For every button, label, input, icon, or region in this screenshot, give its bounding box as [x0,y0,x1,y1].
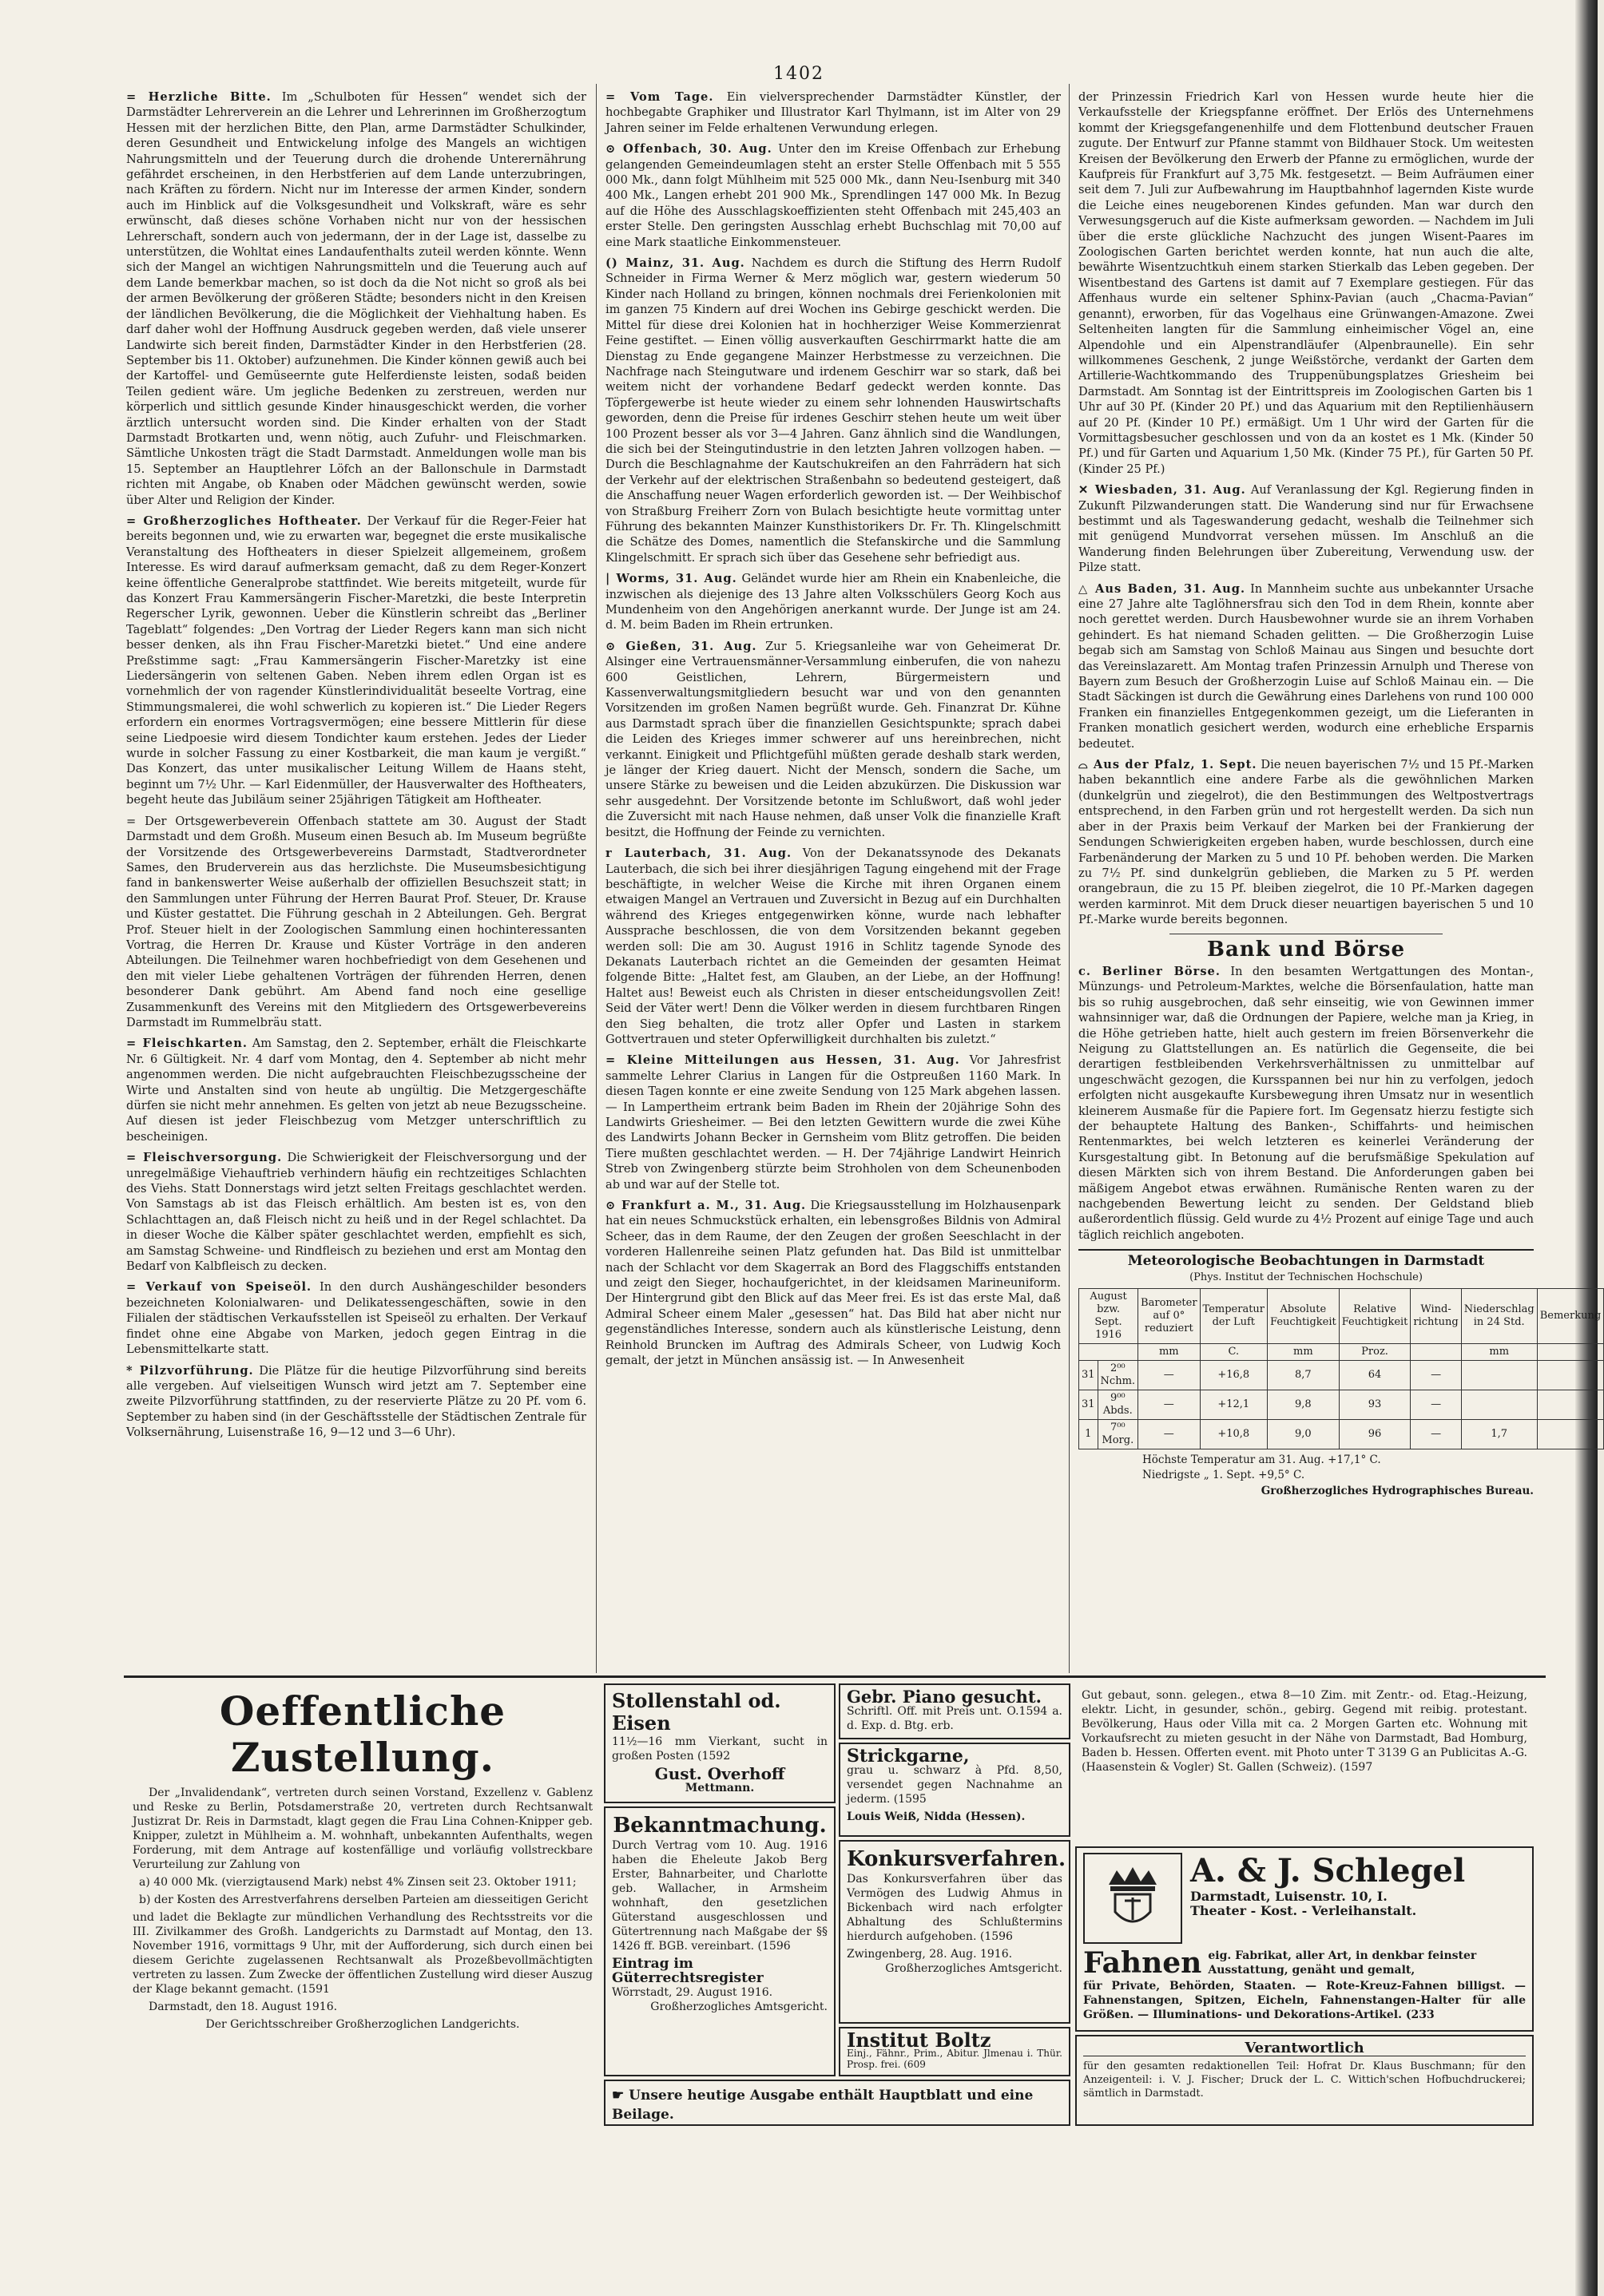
article-heading: ⌓ Aus der Pfalz, 1. Sept. [1078,758,1257,772]
article-heading: △ Aus Baden, 31. Aug. [1078,581,1246,596]
table-cell: 31 [1079,1390,1098,1420]
meteo-subtitle: (Phys. Institut der Technischen Hochschule) [1189,1271,1423,1283]
ad-text: eig. Fabrikat, aller Art, in denkbar feinster Ausstattung, genäht und gemalt, [1208,1949,1477,1977]
article-lauterbach [605,846,1061,1047]
article-heading: = Fleischkarten. [126,1037,248,1051]
table-cell [1537,1420,1603,1449]
article-baden [1078,581,1534,751]
table-header: Bemerkung [1537,1289,1603,1344]
article-speiseoel [126,1279,586,1357]
article-body: Am Samstag, den 2. September, erhält die Fleischkarte Nr. 6 Gültigkeit. Nr. 4 darf vom Montag, den 4. September ab nicht mehr angenommen werden. Die nicht aufgebrauchten Fleischbezugsscheine der Wirte und Anstalten sind von heute ab ungültig. Die Metzgergeschäfte dürfen sie nicht mehr annehmen. Es gelten von jetzt ab neue Bezugsscheine. Auf diesen ist jeder Fleischbezug vom Metzger unterschriftlich zu bescheinigen. [126,1037,586,1144]
ad-text: Der „Invalidendank“, vertreten durch seinen Vorstand, Exzellenz v. Gablenz und Reske zu Berlin, Potsdamerstraße 20, vertreten durch Rechtsanwalt Justizrat Dr. Reis in Darmstadt, klagt gegen die Frau Lina Cohnen-Knipper geb. Knipper, zuletzt in Mühlheim a. M. wohnhaft, unbekannten Aufenthalts, wegen Forderung, mit dem Antrage auf kostenfällige und vorläufig vollstreckbare Verurteilung zur Zahlung von [133,1786,593,1871]
article-heading: c. Berliner Börse. [1078,964,1221,978]
table-header-row [1079,1289,1604,1344]
table-header: August bzw. Sept. 1916 [1079,1289,1138,1344]
ad-strickgarne [839,1743,1070,1837]
table-cell: +12,1 [1200,1390,1267,1420]
meteo-min: Niedrigste „ 1. Sept. +9,5° C. [1142,1469,1305,1482]
table-cell: +16,8 [1200,1361,1267,1390]
divider [1078,1249,1534,1251]
ad-fahnen-row [1083,1947,1526,1979]
table-cell: — [1138,1361,1201,1390]
meteo-bureau: Großherzogliches Hydrographisches Bureau. [1261,1484,1534,1497]
article-offenbach [605,141,1061,250]
article-heading: = Großherzogliches Hoftheater. [126,514,362,528]
section-title-bank-boerse: Bank und Börse [1206,937,1406,962]
article-heading: | Worms, 31. Aug. [605,572,737,586]
ad-text: für den gesamten redaktionellen Teil: Hofrat Dr. Klaus Buschmann; für den Anzeigenteil: i. V. J. Fischer; Druck der L. C. Wittich'schen Hofbuchdruckerei; sämtlich in Darmstadt. [1083,2060,1526,2100]
article-ortsgewerbeverein: = Der Ortsgewerbeverein Offenbach stattete am 30. August der Stadt Darmstadt und dem Großh. Museum einen Besuch ab. Im Museum begrüßte der Vorsitzende des Ortsgewerbevereins Darmstadt, Stadtverordneter Sames, den Bruderverein aus das herzlichste. Die Museumsbesichtigung fand in bankenswerter Weise außerhalb der offiziellen Besuchszeit statt; in den Sammlungen unter Führung der Herren Baurat Prof. Steuer, Dr. Krause und Küster gestattet. Die Führung geschah in 2 Abteilungen. Geh. Bergrat Prof. Steuer hielt in der Zoologischen Sammlung einen hochinteressanten Vortrag, die Herren Dr. Krause und Küster Vorträge in den anderen Abteilungen. Die Teilnehmer waren hochbefriedigt von dem Gesehenen und den mit vieler Liebe gehaltenen Vorträgen der führenden Herren, denen besonderer Dank gebührt. Am Abend fand noch eine gesellige Zusammenkunft des Vereins mit den Mitgliedern des Ortsgewerbevereins Darmstadt im Rummelbräu statt. [126,814,586,1029]
article-heading: = Fleischversorgung. [126,1151,283,1165]
column-1 [126,89,586,1675]
article-heading: * Pilzvorführung. [126,1363,254,1378]
ad-fahnen-word: Fahnen [1083,1946,1202,1980]
table-cell [1461,1390,1537,1420]
article-mainz [605,256,1061,565]
ad-court: Großherzogliches Amtsgericht. [885,1962,1062,1975]
meteo-title: Meteorologische Beobachtungen in Darmstadt [1127,1253,1485,1270]
ad-oeffentliche-zustellung [126,1683,599,2127]
ad-text: und ladet die Beklagte zur mündlichen Verhandlung des Rechtsstreits vor die III. Zivilkammer des Großh. Landgerichts zu Darmstadt auf Montag, den 13. November 1916, vormittags 9 Uhr, mit der Aufforderung, sich durch einen bei diesem Gerichte zugelassenen Rechtsanwalt als Prozeßbevollmächtigten vertreten zu lassen. Zum Zwecke der öffentlichen Zustellung wird dieser Auszug der Klage bekannt gemacht. (1591 [133,1911,593,1996]
ad-beilage-notice [604,2080,1070,2126]
table-cell: 96 [1339,1420,1411,1449]
article-body: In den durch Aushängeschilder besonders bezeichneten Kolonialwaren- und Delikatessengeschäften, sowie in den Filialen der städtischen Verkaufsstellen ist Speiseöl zu erhalten. Der Verkauf findet ohne eine Abgabe von Marken, jedoch gegen Eintrag in die Lebensmittelkarte statt. [126,1280,587,1357]
table-cell: — [1138,1390,1201,1420]
table-unit-row [1079,1344,1604,1361]
article-frankfurt [605,1198,1061,1368]
ad-title: Verantwortlich [1083,2041,1526,2056]
crown-crest-icon [1083,1853,1182,1944]
ad-konkursverfahren [839,1840,1070,2024]
article-body: In den besamten Wertgattungen des Montan-, Münzungs- und Petroleum-Marktes, welche die Börsenfaulation, hatte man bis so ruhig ausgebrochen, daß sehr einseitig, wie von Gewinnen immer wahnsinniger war, daß die Ordnungen der Papiere, welche man ja Krieg, in die Höhe getrieben hatte, hielt auch gestern im freien Börsenverkehr die Neigung zu Glattstellungen an. Es natürlich die Gegenseite, die bei derartigen festbleibenden Verkehrsverhältnissen zu unmittelbar auf ungeschwächt gezogen, die Kursspannen bei nur hin zu verfolgen, jedoch erfolgten nicht ausgekaufte Kursbewegung ihren Umsatz nur in wesentlich kleinerem Ausmaße für die Papiere fort. Im Gegensatz hierzu festigte sich der behauptete Haltung des Banken-, Schiffahrts- und heimischen Rentenmarktes, bei welch letzteren es keinerlei Veränderung der Kursgestaltung gibt. In Betonung auf die berufsmäßige Spekulation auf diesen Märkten sich von ihrem Bestand. Die Anforderungen gaben bei mäßigem Angebot etwas erwähnen. Rumänische Renten waren zu der nachgebenden Bewertung leicht zu senden. Der Geldstand blieb außerordentlich flüssig. Geld wurde zu 4½ Prozent auf einige Tage und auch täglich reichlich angeboten. [1078,964,1535,1242]
table-cell [1537,1344,1603,1361]
table-cell: — [1411,1390,1461,1420]
article-pfalz [1078,757,1534,927]
table-cell: 93 [1339,1390,1411,1420]
article-hoftheater [126,514,586,808]
ad-address: Darmstadt, Luisenstr. 10, I. [1190,1889,1388,1904]
ad-schlegel-titleblock [1190,1853,1526,1944]
article-berliner-boerse [1078,964,1534,1243]
ad-text: 11½—16 mm Vierkant, sucht in großen Posten (1592 [612,1735,828,1763]
table-cell: 8,7 [1268,1361,1340,1390]
article-body: Auf Veranlassung der Kgl. Regierung finden in Zukunft Pilzwanderungen statt. Die Wanderung sind nur für Erwachsene bestimmt und als Tageswanderung gedacht, weshalb die Teilnehmer sich mit genügend Mundvorrat versehen müssen. Im Anschluß an die Wanderung finden Belehrungen über Zubereitung, Verwendung usw. der Pilze statt. [1078,483,1535,575]
ad-title: Institut Boltz [847,2028,991,2052]
table-row [1079,1361,1604,1390]
table-cell: — [1411,1361,1461,1390]
ad-title: Strickgarne, [847,1746,970,1767]
table-cell: mm [1268,1344,1340,1361]
table-header: Absolute Feuchtigkeit [1268,1289,1340,1344]
table-cell [1537,1390,1603,1420]
ad-text: Unsere heutige Ausgabe enthält Hauptblatt und eine Beilage. [612,2088,1034,2123]
page-number: 1402 [773,64,824,84]
article-pilzvorfuehrung [126,1363,586,1441]
table-row [1079,1420,1604,1449]
table-row [1079,1390,1604,1420]
ads-separator [124,1675,1546,1678]
article-body: Der Verkauf für die Reger-Feier hat bereits begonnen und, wie zu erwarten war, begegnet die erste musikalische Veranstaltung des Hoftheaters in dieser Spielzeit allgemeinem, großem Interesse. Es wird darauf aufmerksam gemacht, daß zu dem Reger-Konzert keine öffentliche Generalprobe stattfindet. Wie bereits mitgeteilt, wurde für das Konzert Frau Kammersängerin Fischer-Maretzki, die beste Interpretin Regerscher Lyrik, gewonnen. Ueber die Künstlerin schreibt das „Berliner Tageblatt“ folgendes: „Den Vortrag der Lieder Regers kann man sich nicht besser denken, als ihn Frau Fischer-Maretzki bietet.“ Und eine andere Preßstimme sagt: „Frau Kammersängerin Fischer-Maretzky ist eine Liedersängerin von seltenen Gaben. Neben ihrem edlen Organ ist es vornehmlich der von ragender Künstlerindividualität beseelte Vortrag, eine Stimmungsmalerei, die wohl schwerlich zu kopieren ist.“ Die Lieder Regers erfordern ein enormes Vortragsvermögen; eine bessere Mittlerin für diese seine Liedpoesie wird diesem Tondichter kaum erstehen. Jedes der Lieder wurde in solcher Fassung zu einer Kostbarkeit, die man kaum je vergißt.“ Das Konzert, das unter musikalischer Leitung Willem de Haans steht, beginnt um 7½ Uhr. — Karl Eidenmüller, der Hausverwalter des Hoftheaters, begeht heute das Jubiläum seiner 25jährigen Tätigkeit am Hoftheater. [126,514,587,807]
ad-title: Oeffentliche Zustellung. [219,1687,506,1781]
article-body: In Mannheim suchte aus unbekannter Ursache eine 27 Jahre alte Taglöhnersfrau sich den Tod in dem Rhein, konnte aber noch gerettet werden. Durch Hausbewohner wurde sie an ihrem Vorhaben gehindert. Es hat niemand Schaden gelitten. — Die Großherzogin Luise begab sich am Samstag von Schloß Mainau aus Singen und besuchte dort das Vereinslazarett. Am Montag trafen Prinzessin Arnulph und Therese von Bayern zum Besuch der Großherzogin Luise auf Schloß Mainau ein. — Die Stadt Säckingen ist durch die Gewährung eines Darlehens von rund 100 000 Franken ein finanzielles Entgegenkommen gezeigt, um die Lieferanten in Franken monatlich gesichert werden, wodurch eine erhebliche Ersparnis bedeutet. [1078,581,1535,751]
ad-text: grau u. schwarz à Pfd. 8,50, versendet gegen Nachnahme an jederm. (1595 [847,1764,1062,1806]
table-cell [1411,1344,1461,1361]
table-cell [1537,1361,1603,1390]
article-heading: ⊙ Gießen, 31. Aug. [605,639,757,653]
table-cell: 31 [1079,1361,1098,1390]
article-body: Ein vielversprechender Darmstädter Künstler, der hochbegabte Graphiker und Illustrator Karl Thylmann, ist im Alter von 29 Jahren seiner im Felde erhaltenen Verwundung erlegen. [605,90,1062,135]
article-body: Die Plätze für die heutige Pilzvorführung sind bereits alle vergeben. Auf vielseitigen Wunsch wird jetzt am 7. September eine zweite Pilzvorführung stattfinden, zu der reservierte Plätze zu 20 Pf. vom 6. September zu haben sind (in der Geschäftsstelle der Städtischen Zentrale für Volksernährung, Luisenstraße 16, 9—12 und 3—6 Uhr). [126,1363,586,1440]
ad-institut-boltz [839,2027,1070,2076]
meteo-max: Höchste Temperatur am 31. Aug. +17,1° C. [1142,1453,1381,1467]
ad-schlegel [1075,1846,1534,2032]
column-3 [1078,89,1602,1675]
ad-signature: Der Gerichtsschreiber Großherzoglichen Landgerichts. [205,2018,520,2031]
article-heading: ⊙ Frankfurt a. M., 31. Aug. [605,1199,807,1213]
table-cell: mm [1461,1344,1537,1361]
table-cell [1079,1344,1138,1361]
ad-text: Schriftl. Off. mit Preis unt. O.1594 a. d. Exp. d. Btg. erb. [847,1705,1062,1732]
table-header: Relative Feuchtigkeit [1339,1289,1411,1344]
article-heading: r Lauterbach, 31. Aug. [605,847,792,861]
table-cell [1461,1361,1537,1390]
article-body: Zur 5. Kriegsanleihe war von Geheimerat Dr. Alsinger eine Vertrauensmänner-Versammlung einberufen, die von nahezu 600 Geistlichen, Lehrern, Bürgermeistern und Kassenverwaltungsmitgliedern besucht war und von den genannten Vorsitzenden im großen Namen begrüßt wurde. Geh. Finanzrat Dr. Kühne aus Darmstadt sprach über die finanziellen Gesichtspunkte; sprach dabei die Leiden des Krieges immer schwerer auf uns hereinbrechen, nicht verkannt. Einigkeit und Pflichtgefühl müßten gerade deshalb stark werden, je länger der Krieg dauert. Nicht der Mensch, sondern die Sache, um unsere Stärke zu beweisen und die Leiden abzukürzen. Die Diskussion war sehr ausgedehnt. Der Vorsitzende betonte im Schlußwort, daß wohl jeder die Zuversicht mit nach Hause nehmen, daß unser Volk die finanzielle Kraft besitzt, die Hoffnung der Feinde zu vernichten. [605,639,1062,839]
ad-title: Bekanntmachung. [613,1814,827,1838]
article-body: Geländet wurde hier am Rhein ein Knabenleiche, die inzwischen als diejenige des 13 Jahre alten Volksschülers Georg Koch aus Mundenheim von den Angehörigen anerkannt wurde. Der Junge ist am 24. d. M. beim Baden im Rhein ertrunken. [605,572,1061,632]
table-cell: — [1411,1420,1461,1449]
table-cell: 64 [1339,1361,1411,1390]
ad-court: Großherzogliches Amtsgericht. [650,2001,828,2013]
table-cell: 1 [1079,1420,1098,1449]
article-body: Die neuen bayerischen 7½ und 15 Pf.-Marken haben bekanntlich eine andere Farbe als die gewöhnlichen Marken (dunkelgrün und ziegelrot), die den Bestimmungen des Weltpostvertrags entsprechend, in den Farben grün und rot hergestellt werden. Da sich nun aber in der Praxis beim Verkauf der Marken bei der Frankierung der Sendungen Schwierigkeiten ergeben haben, wurde beschlossen, durch eine Farbenänderung der Marken zu 5 und 10 Pf. behoben werden. Die Marken zu 7½ Pf. sind dunkelgrün geblieben, die Marken zu 5 Pf. werden orangebraun, die zu 15 Pf. bleiben ziegelrot, die 10 Pf.-Marken dagegen werden karminrot. Mit dem Druck dieser neuartigen bayerischen 5 und 10 Pf.-Marke wurde bereits begonnen. [1078,758,1534,927]
ad-stollenstahl [604,1683,836,1803]
pointing-hand-icon: ☛ [612,2088,625,2104]
column-rule [1069,84,1070,1673]
table-cell: 9,0 [1268,1420,1340,1449]
article-body: Unter den im Kreise Offenbach zur Erhebung gelangenden Gemeindeumlagen steht an erster Stelle Offenbach mit 5 555 000 Mk., dann folgt Mühlheim mit 525 000 Mk., dann Neu-Isenburg mit 340 400 Mk., Langen erhebt 201 900 Mk., Sprendlingen 147 000 Mk. In Bezug auf die Höhe des Ausschlagskoeffizienten steht Offenbach mit 245,403 an erster Stelle. Den geringsten Ausschlag erhebt Buchschlag mit 70,00 auf eine Mark staatliche Einkommensteuer. [605,142,1062,249]
article-heading: ✕ Wiesbaden, 31. Aug. [1078,483,1246,498]
article-heading: ⊙ Offenbach, 30. Aug. [605,142,772,157]
ad-list-item: b) der Kosten des Arrestverfahrens derselben Parteien am diesseitigen Gericht [139,1894,589,1906]
article-body: Von der Dekanatssynode des Dekanats Lauterbach, die sich bei ihrer diesjährigen Tagung eingehend mit der Frage beschäftigte, in welcher Weise die Kirche mit ihren Organen einem etwaigen Mangel an Vertrauen und Zuversicht in Bezug auf ein Durchhalten während des Krieges entgegenwirken könne, wurde nach lebhafter Aussprache beschlossen, die von dem Vorsitzenden bekannt gegeben werden soll: Die am 30. August 1916 in Schlitz tagende Synode des Dekanats Lauterbach richtet an die Gemeinden der gesamten Heimat folgende Bitte: „Haltet fest, am Glauben, an der Liebe, an der Hoffnung! Haltet aus! Beweist euch als Christen in dieser entscheidungsvollen Zeit! Seid der Väter wert! Denn die Völker werden in diesem furchtbaren Ringen den Sieg behalten, die trotz aller Opfer und Lasten in starkem Gottvertrauen und steter Opferwilligkeit durchhalten bis zuletzt.“ [605,847,1061,1046]
ad-title: Stollenstahl od. Eisen [612,1689,781,1735]
column-2 [605,89,1061,1675]
table-cell: 1,7 [1461,1420,1537,1449]
article-body: Vor Jahresfrist sammelte Lehrer Clarius in Langen für die Ostpreußen 1160 Mark. In diesen Tagen konnte er eine zweite Sendung von 125 Mark abgehen lassen. — In Lampertheim ertrank beim Baden im Rhein der 20jährige Sohn des Landwirts Griesheimer. — Bei den letzten Gewittern wurde die zwei Kühe des Landwirts Johann Becker in Gernsheim vom Blitz getroffen. Die beiden Tiere mußten geschlachtet werden. — H. Der 74jährige Landwirt Heinrich Streb von Zwingenberg stürzte beim Strohholen von dem Scheunenboden ab und war auf der Stelle tot. [605,1053,1061,1192]
ad-bekanntmachung [604,1806,836,2076]
table-cell: 7⁰⁰ Morg. [1098,1420,1138,1449]
ad-place: Wörrstadt, 29. August 1916. [612,1986,773,1999]
ad-firm: Louis Weiß, Nidda (Hessen). [847,1810,1026,1823]
ad-date: Darmstadt, den 18. August 1916. [149,2001,338,2013]
table-cell: 9⁰⁰ Abds. [1098,1390,1138,1420]
ad-footer: Eintrag im Güterrechtsregister [612,1956,764,1986]
table-cell: — [1138,1420,1201,1449]
table-cell: 9,8 [1268,1390,1340,1420]
table-cell: Proz. [1339,1344,1411,1361]
ad-text: Gut gebaut, sonn. gelegen., etwa 8—10 Zim. mit Zentr.- od. Etag.-Heizung, elektr. Licht, in gesunder, schön., gebirg. Gegend mit reibig. protestant. Bevölkerung, Haus oder Villa mit ca. 2 Morgen Garten etc. Wohnung mit Vorkaufsrecht zu mieten gesucht in der Nähe von Darmstadt, Bad Homburg, Baden b. Hessen. Offerten event. mit Photo unter T 3139 G an Publicitas A.-G. (Haasenstein & Vogler) St. Gallen (Schweiz). (1597 [1082,1689,1527,1774]
article-heading: = Vom Tage. [605,90,714,104]
ad-place: Zwingenberg, 28. Aug. 1916. [847,1948,1013,1961]
article-body: Die Kriegsausstellung im Holzhausenpark hat ein neues Schmuckstück erhalten, ein lebensgroßes Bildnis von Admiral Scheer, das in dem Raume, der den Zeugen der großen Seeschlacht in der vorderen Hallenreihe seinen Platz gefunden hat. Das Bild ist unmittelbar nach der Schlacht vor dem Skagerrak an Bord des Flaggschiffs entstanden und zeigt den Sieger, hochaufgerichtet, in der kleidsamen Marineuniform. Der Hintergrund gibt den Blick auf das Meer frei. Es ist das erste Mal, daß Admiral Scheer einem Maler „gesessen“ hat. Das Bild hat aber nicht nur gegenständliches Interesse, sondern auch als künstlerische Leistung, denn Reinhold Bruncken im Auftrag des Admirals Scheer, von Ludwig Koch gemalt, der jetzt in München ansässig ist. — In Anwesenheit [605,1199,1061,1368]
table-cell: C. [1200,1344,1267,1361]
ad-landhaus-gesucht [1075,1683,1534,1843]
article-heading: () Mainz, 31. Aug. [605,256,745,271]
article-fleischversorgung [126,1150,586,1274]
article-body: Nachdem es durch die Stiftung des Herrn Rudolf Schneider in Firma Werner & Merz möglich war, gestern wiederum 50 Kinder nach Holland zu bringen, können nochmals drei Ferienkolonien mit im ganzen 75 Kindern auf drei Wochen ins Gebirge geschickt werden. Die Mittel für diese drei Kolonien hat in hochherziger Weise Kommerzienrat Feine gestiftet. — Einen völlig ausverkauften Geschirrmarkt hatte die am Dienstag zu Ende gegangene Mainzer Herbstmesse zu verzeichnen. Die Nachfrage nach Steingutware und irdenem Geschirr war so stark, daß bei weitem nicht der vorhandene Bedarf gedeckt werden konnte. Das Töpfergewerbe ist heute wieder zu einem sehr lohnenden Hauswirtschafts geworden, denn die Preise für irdenes Geschirr stehen heute um weit über 100 Prozent besser als vor 3—4 Jahren. Ganz ähnlich sind die Wandlungen, die sich bei der Steingutindustrie in den letzten Jahren vollzogen haben. — Durch die Beschlagnahme der Kautschukreifen an den Fahrrädern hat sich der Verkehr auf der elektrischen Straßenbahn so bedeutend gesteigert, daß die Anschaffung neuer Wagen erforderlich geworden ist. — Der Weihbischof von Straßburg Freiherr Zorn von Bulach besichtigte heute vormittag unter Führung des bekannten Mainzer Kunsthistorikers Dr. Fr. Th. Klingelschmitt die Schätze des Domes, namentlich die Stefanskirche und die Sammlung Klingelschmitt. Er sprach sich über das Gesehene sehr befriedigt aus. [605,256,1061,565]
article-giessen [605,639,1061,840]
article-heading: = Verkauf von Speiseöl. [126,1280,312,1295]
ad-city: Mettmann. [685,1782,755,1794]
ad-schlegel-header [1083,1853,1526,1944]
article-heading: = Herzliche Bitte. [126,90,272,104]
ad-list-item: a) 40 000 Mk. (vierzigtausend Mark) nebst 4% Zinsen seit 23. Oktober 1911; [139,1876,577,1889]
column-rule [596,84,597,1673]
ad-text: für Private, Behörden, Staaten. — Rote-Kreuz-Fahnen billigst. — Fahnenstangen, Spitzen, Eicheln, Fahnenstangen-Halter für alle Größen. — Illuminations- und Dekorations-Artikel. (233 [1083,1980,1526,2021]
article-kleine-mitteilungen [605,1053,1061,1192]
table-header: Wind-richtung [1411,1289,1461,1344]
table-header: Temperatur der Luft [1200,1289,1267,1344]
article-frankfurt-cont: der Prinzessin Friedrich Karl von Hessen wurde heute hier die Verkaufsstelle der Kriegspfanne eröffnet. Der Erlös des Unternehmens kommt der Kriegsgefangenenhilfe und dem Flottenbund deutscher Frauen zugute. Der Entwurf zur Pfanne stammt von Bildhauer Stock. Um weitesten Kreisen der Bevölkerung den Erwerb der Pfanne zu ermöglichen, wurde der Kaufpreis für Frankfurt auf 3,75 Mk. festgesetzt. — Beim Aufräumen einer seit dem 7. Juli zur Aufbewahrung im Hauptbahnhof lagernden Kiste wurde die Leiche eines neugeborenen Kindes gefunden. Man war durch den Verwesungsgeruch auf die Kiste aufmerksam geworden. — Nachdem im Juli über die erste glückliche Nachzucht des jungen Wisent-Paares im Zoologischen Garten berichtet werden konnte, hat nun auch die alte, bewährte Wisentzuchtkuh einem starken Stierkalb das Leben gegeben. Der Wisentbestand des Gartens ist damit auf 7 Exemplare gestiegen. Für das Affenhaus wurde ein seltener Sphinx-Pavian (auch „Chacma-Pavian“ genannt), erworben, für das Vogelhaus eine Grünwangen-Amazone. Zwei Seltenheiten langten für die Sammlung einheimischer Vögel an, eine Alpendohle und ein Alpenstrandläufer (Alpenbraunelle). Ein sehr willkommenes Geschenk, 2 junge Weißstörche, verdankt der Garten dem Artillerie-Wachtkommando des Truppenübungsplatzes Griesheim bei Darmstadt. Am Sonntag ist der Eintrittspreis im Zoologischen Garten bis 1 Uhr auf 30 Pf. (Kinder 20 Pf.) und das Aquarium mit den Reptilienhäusern auf 20 Pf. (Kinder 10 Pf.) ermäßigt. Um 1 Uhr wird der Garten für die Vormittagsbesucher geschlossen und von da an kostet es 1 Mk. (Kinder 50 Pf.) und für Garten und Aquarium 1,50 Mk. (Kinder 75 Pf.), für Garten 50 Pf. (Kinder 25 Pf.) [1078,90,1534,476]
ad-text: Durch Vertrag vom 10. Aug. 1916 haben die Eheleute Jakob Berg Erster, Bahnarbeiter, und Charlotte geb. Wallacher, in Armsheim wohnhaft, den gesetzlichen Güterstand ausgeschlossen und Gütertrennung nach Maßgabe der §§ 1426 ff. BGB. vereinbart. (1596 [612,1839,828,1953]
ad-piano [839,1683,1070,1739]
table-cell: mm [1138,1344,1201,1361]
ad-line: Theater - Kost. - Verleihanstalt. [1190,1903,1417,1918]
table-cell: +10,8 [1200,1420,1267,1449]
ad-firm: Gust. Overhoff [654,1764,785,1783]
table-cell: 2⁰⁰ Nchm. [1098,1361,1138,1390]
ad-title: Gebr. Piano gesucht. [847,1687,1042,1707]
article-vom-tage [605,89,1061,136]
article-heading: = Kleine Mitteilungen aus Hessen, 31. Aug. [605,1053,960,1068]
article-herzliche-bitte [126,89,586,508]
ad-text: Einj., Fähnr., Prim., Abitur. Jlmenau i. Thür. Prosp. frei. (609 [847,2048,1062,2070]
article-body: Im „Schulboten für Hessen“ wendet sich der Darmstädter Lehrerverein an die Lehrer und Lehrerinnen im Großherzogtum Hessen mit der herzlichen Bitte, den Plan, arme Darmstädter Schulkinder, deren Gesundheit und Entwickelung infolge des Mangels an wichtigen Nahrungsmitteln und der Teuerung durch die drohende Unterernährung gefährdet erscheinen, in den Herbstferien auf dem Lande unterzubringen, nach Kräften zu fördern. Nicht nur im Interesse der armen Kinder, sondern auch im Hinblick auf die Volksgesundheit und Volkskraft, wäre es sehr erwünscht, daß dieses schöne Vorhaben nicht nur von der hessischen Lehrerschaft, sondern auch von jedermann, der in der Lage ist, dasselbe zu unterstützen, die Wohltat eines Landaufenthalts zuteil werden könnte. Wenn sich der Mangel an wichtigen Nahrungsmitteln und die Teuerung auch auf dem Lande bemerkbar machen, so ist doch da die Not nicht so groß als bei der armen Bevölkerung der größeren Städte; besonders nicht in den Kreisen der ländlichen Bevölkerung, die die Möglichkeit der Viehhaltung haben. Es darf daher wohl der Hoffnung Ausdruck gegeben werden, daß viele unserer Landwirte sich bereit finden, Darmstädter Kinder in den Herbstferien (28. September bis 11. Oktober) aufzunehmen. Die Kinder können gewiß auch bei der Kartoffel- und Gemüseernte gute Helferdienste leisten, sodaß beiden Teilen gedient wäre. Um jegliche Bedenken zu zerstreuen, werden nur körperlich und sittlich gesunde Kinder hinausgeschickt werden, die vorher ärztlich untersucht worden sind. Die Kinder erhalten von der Stadt Darmstadt Brotkarten und, wenn nötig, auch Zufuhr- und Fleischmarken. Sämtliche Unkosten trägt die Stadt Darmstadt. Anmeldungen wolle man bis 15. September an Hauptlehrer Löfch an der Ballonschule in Darmstadt richten mit Angabe, ob Knaben oder Mädchen gewünscht werden, sowie über Alter und Religion der Kinder. [126,90,586,507]
ad-verantwortlich [1075,2035,1534,2126]
article-wiesbaden [1078,482,1534,575]
meteo-table [1078,1288,1604,1449]
table-header: Niederschlag in 24 Std. [1461,1289,1537,1344]
ad-title: A. & J. Schlegel [1190,1852,1466,1890]
meteorological-table-block [1078,1253,1602,1499]
article-worms [605,571,1061,633]
article-fleischkarten [126,1036,586,1144]
book-binding-edge [1575,0,1598,2296]
table-header: Barometer auf 0° reduziert [1138,1289,1201,1344]
article-body: Die Schwierigkeit der Fleischversorgung und der unregelmäßige Viehauftrieb verhindern häufig ein rechtzeitiges Schlachten des Viehs. Statt Donnerstags wird jetzt selten Freitags geschlachtet werden. Von Samstags ab ist das Fleisch erhältlich. Am besten ist es, von den Schlachttagen an, daß Fleisch nicht zu heiß und in der Regel schlachtet. Da in dieser Woche die Kälber später geschlachtet werden, empfiehlt es sich, am Samstag Schweine- und Rindfleisch zu beziehen und erst am Montag den Bedarf von Kalbfleisch zu decken. [126,1151,587,1274]
ad-title: Konkursverfahren. [847,1847,1066,1871]
ad-text: Das Konkursverfahren über das Vermögen des Ludwig Ahmus in Bickenbach wird nach erfolgter Abhaltung des Schlußtermins hierdurch aufgehoben. (1596 [847,1873,1062,1943]
